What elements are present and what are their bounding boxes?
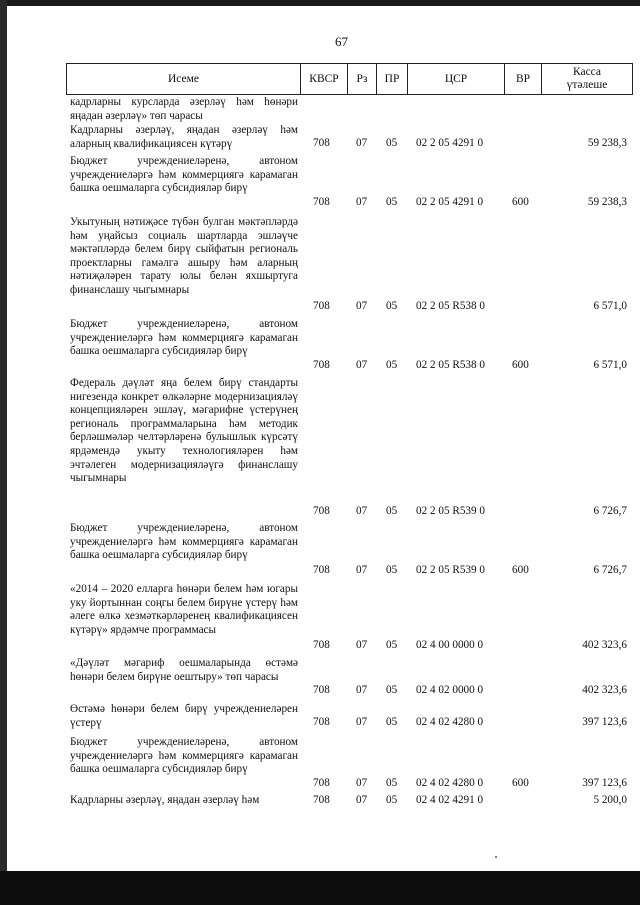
row-kvsr: 708 [313,716,330,729]
row-sum: 397 123,6 [582,716,627,729]
table-row [0,794,640,808]
row-csr: 02 4 02 4291 0 [416,794,484,807]
row-pr: 05 [386,300,398,313]
row-pr: 05 [386,639,398,652]
scan-edge-top [0,0,640,6]
row-sum: 6 726,7 [593,505,627,518]
row-vr: 600 [512,196,529,209]
row-name: Укытуның нәтиҗәсе түбән булган мәктәпләрдә һәм уңайсыз социаль шартларда эшләүче мәктәпләрдә белем бирү сыйфатын региональ проектларны гамәлгә ашыру һәм аларның нәтиҗәләрен тарату юлы белән яхшыртуга финанслашу чыгымнары [70,216,298,296]
row-vr: 600 [512,777,529,790]
row-rz: 07 [356,716,368,729]
row-name: Өстәмә һөнәри белем бирү учреждениеләрен үстерү [70,703,298,729]
row-rz: 07 [356,137,368,150]
row-sum: 6 571,0 [593,300,627,313]
row-rz: 07 [356,505,368,518]
row-kvsr: 708 [313,300,330,313]
table-row [0,216,640,314]
table-row [0,96,640,123]
row-csr: 02 2 05 R538 0 [416,300,485,313]
row-kvsr: 708 [313,196,330,209]
row-name: «2014 – 2020 елларга һөнәри белем һәм югары уку йортыннан соңгы белем бирүне үстерү һәм әлеге өлкә хезмәткәрләренең квалификациясен күтәрү» ярдәмче программасы [70,583,298,636]
table-row [0,583,640,653]
row-rz: 07 [356,777,368,790]
row-name: Кадрларны әзерләү, яңадан әзерләү һәм аларның квалификациясен күтәрү [70,124,298,150]
row-csr: 02 2 05 R539 0 [416,564,485,577]
table-row [0,703,640,730]
row-name: Бюджет учреждениеләренә, автоном учреждениеләргә һәм коммерциягә карамаган башка оешмаларга субсидияләр бирү [70,318,298,358]
row-pr: 05 [386,716,398,729]
header-pr: ПР [376,63,408,95]
row-csr: 02 2 05 R539 0 [416,505,485,518]
row-kvsr: 708 [313,505,330,518]
row-rz: 07 [356,359,368,372]
table-row [0,155,640,210]
row-sum: 59 238,3 [587,137,627,150]
row-kvsr: 708 [313,359,330,372]
row-csr: 02 4 02 4280 0 [416,777,484,790]
row-kvsr: 708 [313,564,330,577]
row-pr: 05 [386,196,398,209]
row-vr: 600 [512,564,529,577]
row-sum: 402 323,6 [582,684,627,697]
header-vr: ВР [504,63,542,95]
row-kvsr: 708 [313,794,330,807]
table-row [0,522,640,578]
row-sum: 6 571,0 [593,359,627,372]
row-pr: 05 [386,564,398,577]
row-sum: 397 123,6 [582,777,627,790]
row-pr: 05 [386,137,398,150]
row-rz: 07 [356,196,368,209]
table-row [0,377,640,519]
header-kvsr: КВСР [300,63,348,95]
row-kvsr: 708 [313,684,330,697]
row-pr: 05 [386,684,398,697]
row-csr: 02 4 02 0000 0 [416,684,484,697]
header-csr: ЦСР [407,63,505,95]
row-name: «Дәүләт мәгариф оешмаларында өстәмә һөнәри белем бирүне оештыру» төп чарасы [70,657,298,683]
scan-edge-bottom [0,871,640,905]
page-number: 67 [335,34,348,49]
row-vr: 600 [512,359,529,372]
row-rz: 07 [356,639,368,652]
row-sum: 402 323,6 [582,639,627,652]
row-sum: 6 726,7 [593,564,627,577]
row-sum: 5 200,0 [593,794,627,807]
table-row [0,124,640,151]
row-rz: 07 [356,300,368,313]
row-sum: 59 238,3 [587,196,627,209]
row-kvsr: 708 [313,777,330,790]
row-name: Бюджет учреждениеләренә, автоном учреждениеләргә һәм коммерциягә карамаган башка оешмаларга субсидияләр бирү [70,522,298,562]
row-csr: 02 4 00 0000 0 [416,639,484,652]
table-row [0,736,640,791]
row-name: Кадрларны әзерләү, яңадан әзерләү һәм [70,794,260,806]
row-pr: 05 [386,359,398,372]
row-name: Бюджет учреждениеләренә, автоном учреждениеләргә һәм коммерциягә карамаган башка оешмаларга субсидияләр бирү [70,155,298,195]
row-kvsr: 708 [313,137,330,150]
header-name: Исеме [66,63,301,95]
row-rz: 07 [356,684,368,697]
row-csr: 02 2 05 4291 0 [416,137,484,150]
row-csr: 02 4 02 4280 0 [416,716,484,729]
row-csr: 02 2 05 R538 0 [416,359,485,372]
row-rz: 07 [356,564,368,577]
row-name: кадрларны курсларда әзерләү һәм һөнәри яңадан әзерләү» төп чарасы [70,96,298,122]
row-kvsr: 708 [313,639,330,652]
row-pr: 05 [386,505,398,518]
header-kassa: Касса үтәлеше [541,63,633,95]
scan-speck [495,856,497,858]
row-pr: 05 [386,777,398,790]
table-row [0,657,640,698]
row-name: Федераль дәүләт яңа белем бирү стандарты нигезендә конкрет өлкәләрне модернизацияләү концепцияләрен эшләү, мәгарифне үстерүнең региональ программаларына һәм методик берләшмәләр челтәрләренә булышлык күрсәтү ярдәмендә укыту технологияләрен һәм эчтәлеген модернизацияләүгә финанслашу чыгымнары [70,377,298,485]
row-name: Бюджет учреждениеләренә, автоном учреждениеләргә һәм коммерциягә карамаган башка оешмаларга субсидияләр бирү [70,736,298,776]
row-csr: 02 2 05 4291 0 [416,196,484,209]
row-pr: 05 [386,794,398,807]
row-rz: 07 [356,794,368,807]
header-rz: Рз [347,63,377,95]
table-row [0,318,640,373]
